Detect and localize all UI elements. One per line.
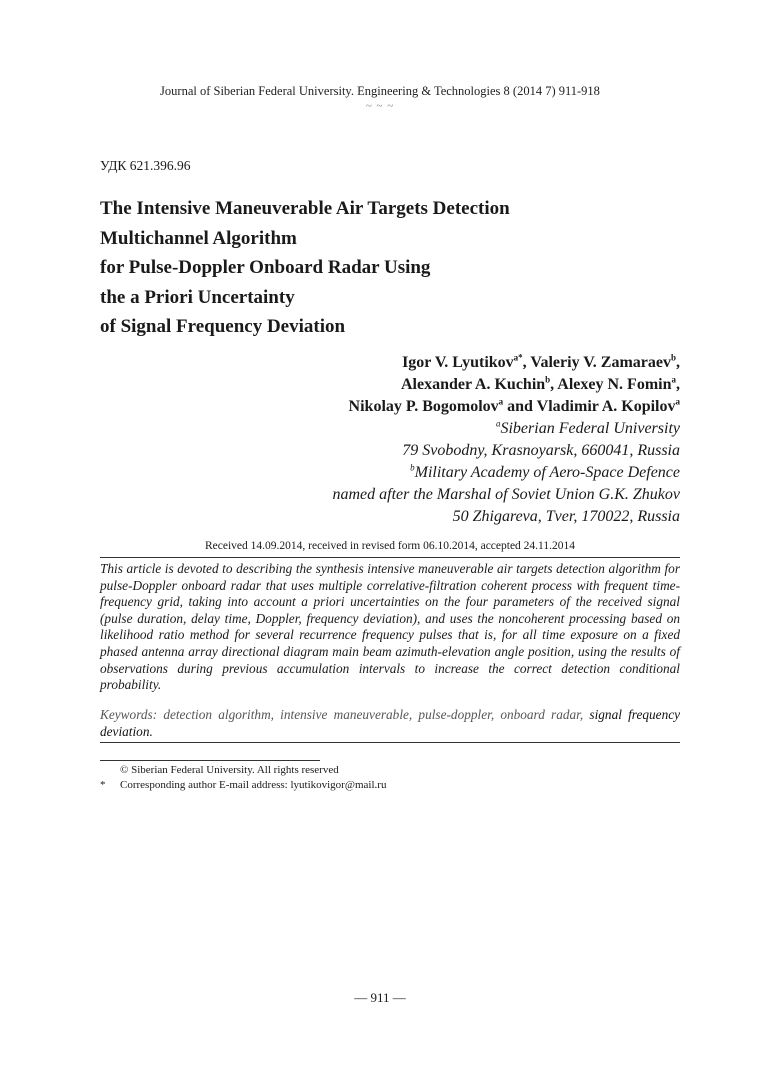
journal-header: Journal of Siberian Federal University. Engineering & Technologies 8 (2014 7) 911-918	[160, 84, 600, 98]
affil-mark: b	[410, 462, 415, 473]
title-line: The Intensive Maneuverable Air Targets Detection	[100, 198, 510, 219]
abstract-top-rule	[100, 557, 680, 558]
author-affil-mark: a	[675, 396, 680, 407]
author-affil-mark: b	[545, 374, 551, 385]
footnote-copyright	[100, 763, 386, 778]
affil-mark: a	[495, 418, 501, 429]
affiliation-a	[220, 418, 680, 440]
keywords-strong: signal frequency deviation.	[100, 707, 681, 739]
keywords	[100, 706, 680, 740]
affiliation-name: Siberian Federal University	[500, 420, 680, 437]
copyright-text: © Siberian Federal University. All rights reserved	[120, 764, 339, 776]
author-line	[220, 396, 680, 418]
author-block	[220, 352, 680, 528]
author-separator: ,	[522, 354, 527, 371]
author-name: Nikolay P. Bogomolov	[348, 398, 499, 415]
footnote-star: *	[100, 779, 106, 791]
author-line	[220, 374, 680, 396]
author-name: Alexey N. Fomin	[557, 376, 672, 393]
affiliation-a-address: 79 Svobodny, Krasnoyarsk, 660041, Russia	[402, 442, 680, 459]
abstract-bottom-rule	[100, 742, 680, 743]
author-separator: and	[503, 398, 537, 415]
author-separator: ,	[550, 376, 555, 393]
abstract: This article is devoted to describing the synthesis intensive maneuverable air targets detection algorithm for pulse-Doppler onboard radar that uses multiple correlative-filtration coherent process with frequent time-frequency grid, taking into account a priori uncertainties on the four parameters of the received signal (pulse duration, delay time, Doppler, frequency deviation), and uses the noncoherent processing based on likelihood ratio method for several recurrence frequency pulses that is, for all time exposure on a fixed phased antenna array directional diagram main beam azimuth-elevation angle position, using the results of observations during previous accumulation intervals to increase the correct detection conditional probability.	[100, 561, 680, 693]
affiliation-b-name-cont: named after the Marshal of Soviet Union G.K. Zhukov	[332, 486, 680, 503]
page-number: — 911 —	[354, 990, 406, 1005]
title-line: the a Priori Uncertainty	[100, 286, 295, 308]
paper-title	[100, 194, 660, 342]
footnotes	[100, 763, 386, 793]
author-name: Igor V. Lyutikov	[402, 354, 514, 371]
keywords-text: detection algorithm, intensive maneuverable, pulse-doppler, onboard radar,	[163, 707, 584, 722]
author-affil-mark: b	[670, 352, 676, 363]
author-line	[220, 352, 680, 374]
header-ornament: ~ ~ ~	[365, 100, 395, 112]
author-name: Valeriy V. Zamaraev	[530, 354, 671, 371]
keywords-label: Keywords:	[100, 707, 158, 722]
author-separator: ,	[676, 354, 680, 371]
author-affil-mark: a*	[513, 352, 523, 363]
author-affil-mark: a	[671, 374, 676, 385]
affiliation-name: Military Academy of Aero-Space Defence	[414, 464, 680, 481]
author-name: Alexander A. Kuchin	[400, 376, 546, 393]
footnote-corresponding	[100, 778, 386, 793]
author-separator: ,	[676, 376, 680, 393]
title-line: of Signal Frequency Deviation	[100, 316, 346, 337]
title-line: for Pulse-Doppler Onboard Radar Using	[100, 257, 431, 278]
footnote-rule	[100, 760, 320, 761]
title-line: Multichannel Algorithm	[100, 227, 297, 249]
udk-code: УДК 621.396.96	[100, 158, 191, 173]
corresponding-text: Corresponding author E-mail address: lyutikovigor@mail.ru	[120, 779, 387, 791]
author-name: Vladimir A. Kopilov	[536, 398, 676, 415]
affiliation-b	[220, 462, 680, 484]
author-affil-mark: a	[498, 396, 504, 407]
received-dates: Received 14.09.2014, received in revised form 06.10.2014, accepted 24.11.2014	[204, 540, 576, 552]
affiliation-b-address: 50 Zhigareva, Tver, 170022, Russia	[452, 508, 680, 525]
